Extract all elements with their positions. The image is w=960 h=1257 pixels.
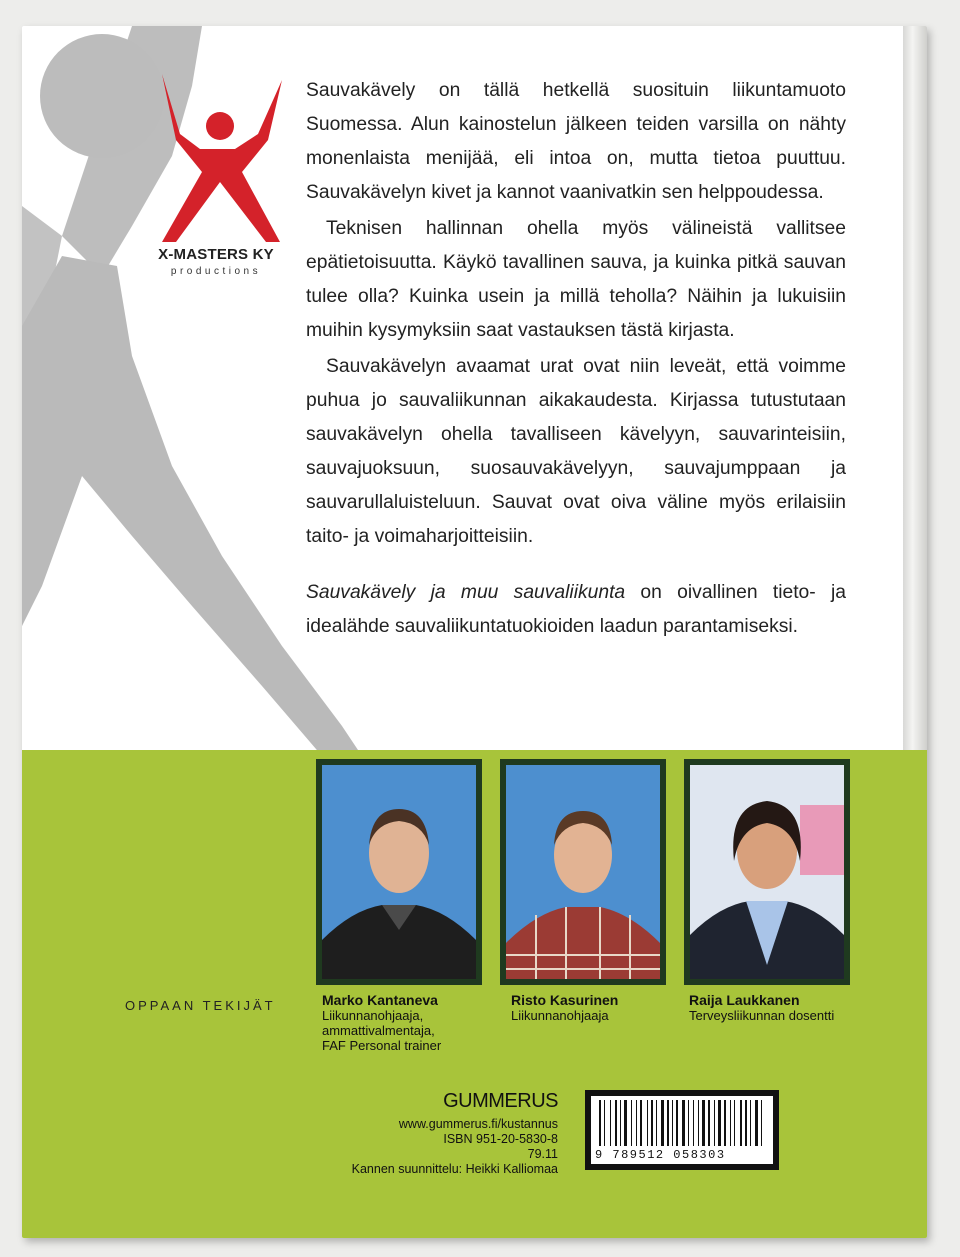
publisher-url: www.gummerus.fi/kustannus — [398, 1117, 558, 1131]
barcode-bar — [718, 1100, 721, 1146]
blurb-paragraph-2: Teknisen hallinnan ohella myös välineistä vallitsee epätietoisuutta. Käykö tavallinen sauva, ja kuinka pitkä sauvan tulee olla? Kuinka usein ja millä teholla? Näihin ja lukuisiin muihin kysymyksiin saat vastauksen tästä kirjasta. — [306, 218, 846, 341]
barcode-bar — [610, 1100, 611, 1146]
book-back-cover — [22, 26, 927, 1238]
portrait-man-icon — [322, 765, 476, 979]
isbn: ISBN 951-20-5830-8 — [443, 1132, 558, 1146]
author-2 — [511, 992, 618, 1023]
cover-design-credit: Kannen suunnittelu: Heikki Kalliomaa — [351, 1162, 558, 1176]
author-role: Liikunnanohjaaja — [511, 1008, 609, 1023]
logo-title: X-MASTERS KY — [158, 246, 274, 263]
author-name: Risto Kasurinen — [511, 992, 619, 1008]
author-3 — [689, 992, 834, 1023]
blurb-paragraph-4-rest: on oivallinen tieto- ja idealähde sauvaliikuntatuokioiden laadun parantamiseksi. — [306, 582, 846, 637]
barcode-bar — [647, 1100, 648, 1146]
portrait-man-icon — [506, 765, 660, 979]
barcode-bar — [693, 1100, 694, 1146]
publisher-name: GUMMERUS — [443, 1090, 558, 1112]
barcode-bar — [656, 1100, 657, 1146]
author-role: Terveysliikunnan dosentti — [689, 1008, 835, 1023]
barcode-bar — [761, 1100, 762, 1146]
barcode-bar — [651, 1100, 653, 1146]
author-1 — [322, 992, 441, 1053]
author-photo-2 — [500, 759, 666, 985]
logo-subtitle: productions — [170, 266, 262, 277]
barcode-bar — [661, 1100, 664, 1146]
publisher-info — [322, 1090, 558, 1177]
barcode-bar — [667, 1100, 669, 1146]
barcode-bar — [640, 1100, 642, 1146]
barcode-bar — [672, 1100, 673, 1146]
barcode-number: 9 789512 058303 — [595, 1148, 726, 1162]
barcode-bar — [708, 1100, 710, 1146]
barcode-bar — [604, 1100, 605, 1146]
classification-code: 79.11 — [527, 1147, 558, 1161]
barcode-bar — [698, 1100, 699, 1146]
barcode-bar — [702, 1100, 705, 1146]
blurb-paragraph-3: Sauvakävelyn avaamat urat ovat niin leveät, että voimme puhua jo sauvaliikunnan aikakaudesta. Kirjassa tutustutaan sauvakävelyn ohella tavalliseen kävelyyn, sauvarinteisiin, sauvajuoksuun, suosauvakävelyyn, sauvajumppaan ja sauvarullaluisteluun. Sauvat ovat oiva väline myös erilaisiin taito- ja voimaharjoitteisiin. — [306, 356, 846, 547]
blurb-text — [306, 74, 846, 646]
author-role: ammattivalmentaja, — [322, 1023, 435, 1038]
barcode-bar — [620, 1100, 621, 1146]
barcode-bar — [740, 1100, 742, 1146]
barcode-bar — [714, 1100, 715, 1146]
author-role: FAF Personal trainer — [322, 1038, 442, 1053]
barcode — [585, 1090, 779, 1170]
barcode-bar — [631, 1100, 632, 1146]
barcode-bar — [615, 1100, 617, 1146]
author-role: Liikunnanohjaaja, — [322, 1008, 424, 1023]
barcode-bar — [599, 1100, 601, 1146]
barcode-bar — [636, 1100, 637, 1146]
barcode-bar — [682, 1100, 685, 1146]
barcode-bar — [755, 1100, 758, 1146]
x-masters-logo-icon — [140, 74, 300, 244]
barcode-bar — [724, 1100, 726, 1146]
portrait-woman-icon — [690, 765, 844, 979]
barcode-bar — [734, 1100, 735, 1146]
authors-label: OPPAAN TEKIJÄT — [125, 998, 276, 1013]
barcode-bar — [750, 1100, 751, 1146]
blurb-paragraph-1: Sauvakävely on tällä hetkellä suosituin liikuntamuoto Suomessa. Alun kainostelun jälkeen teiden varsilla on nähty monenlaista menijää, eli intoa on, mutta tietoa puuttuu. Sauvakävelyn kivet ja kannot vaanivatkin sen helppoudessa. — [306, 80, 846, 203]
author-name: Marko Kantaneva — [322, 992, 438, 1008]
book-title-italic: Sauvakävely ja muu sauvaliikunta — [306, 582, 626, 603]
barcode-bar — [688, 1100, 689, 1146]
barcode-icon — [597, 1100, 767, 1148]
barcode-bar — [730, 1100, 731, 1146]
blurb-paragraph-4 — [306, 576, 846, 644]
barcode-bar — [676, 1100, 678, 1146]
author-photo-1 — [316, 759, 482, 985]
barcode-bar — [745, 1100, 747, 1146]
author-photo-3 — [684, 759, 850, 985]
barcode-bar — [624, 1100, 627, 1146]
author-name: Raija Laukkanen — [689, 992, 800, 1008]
